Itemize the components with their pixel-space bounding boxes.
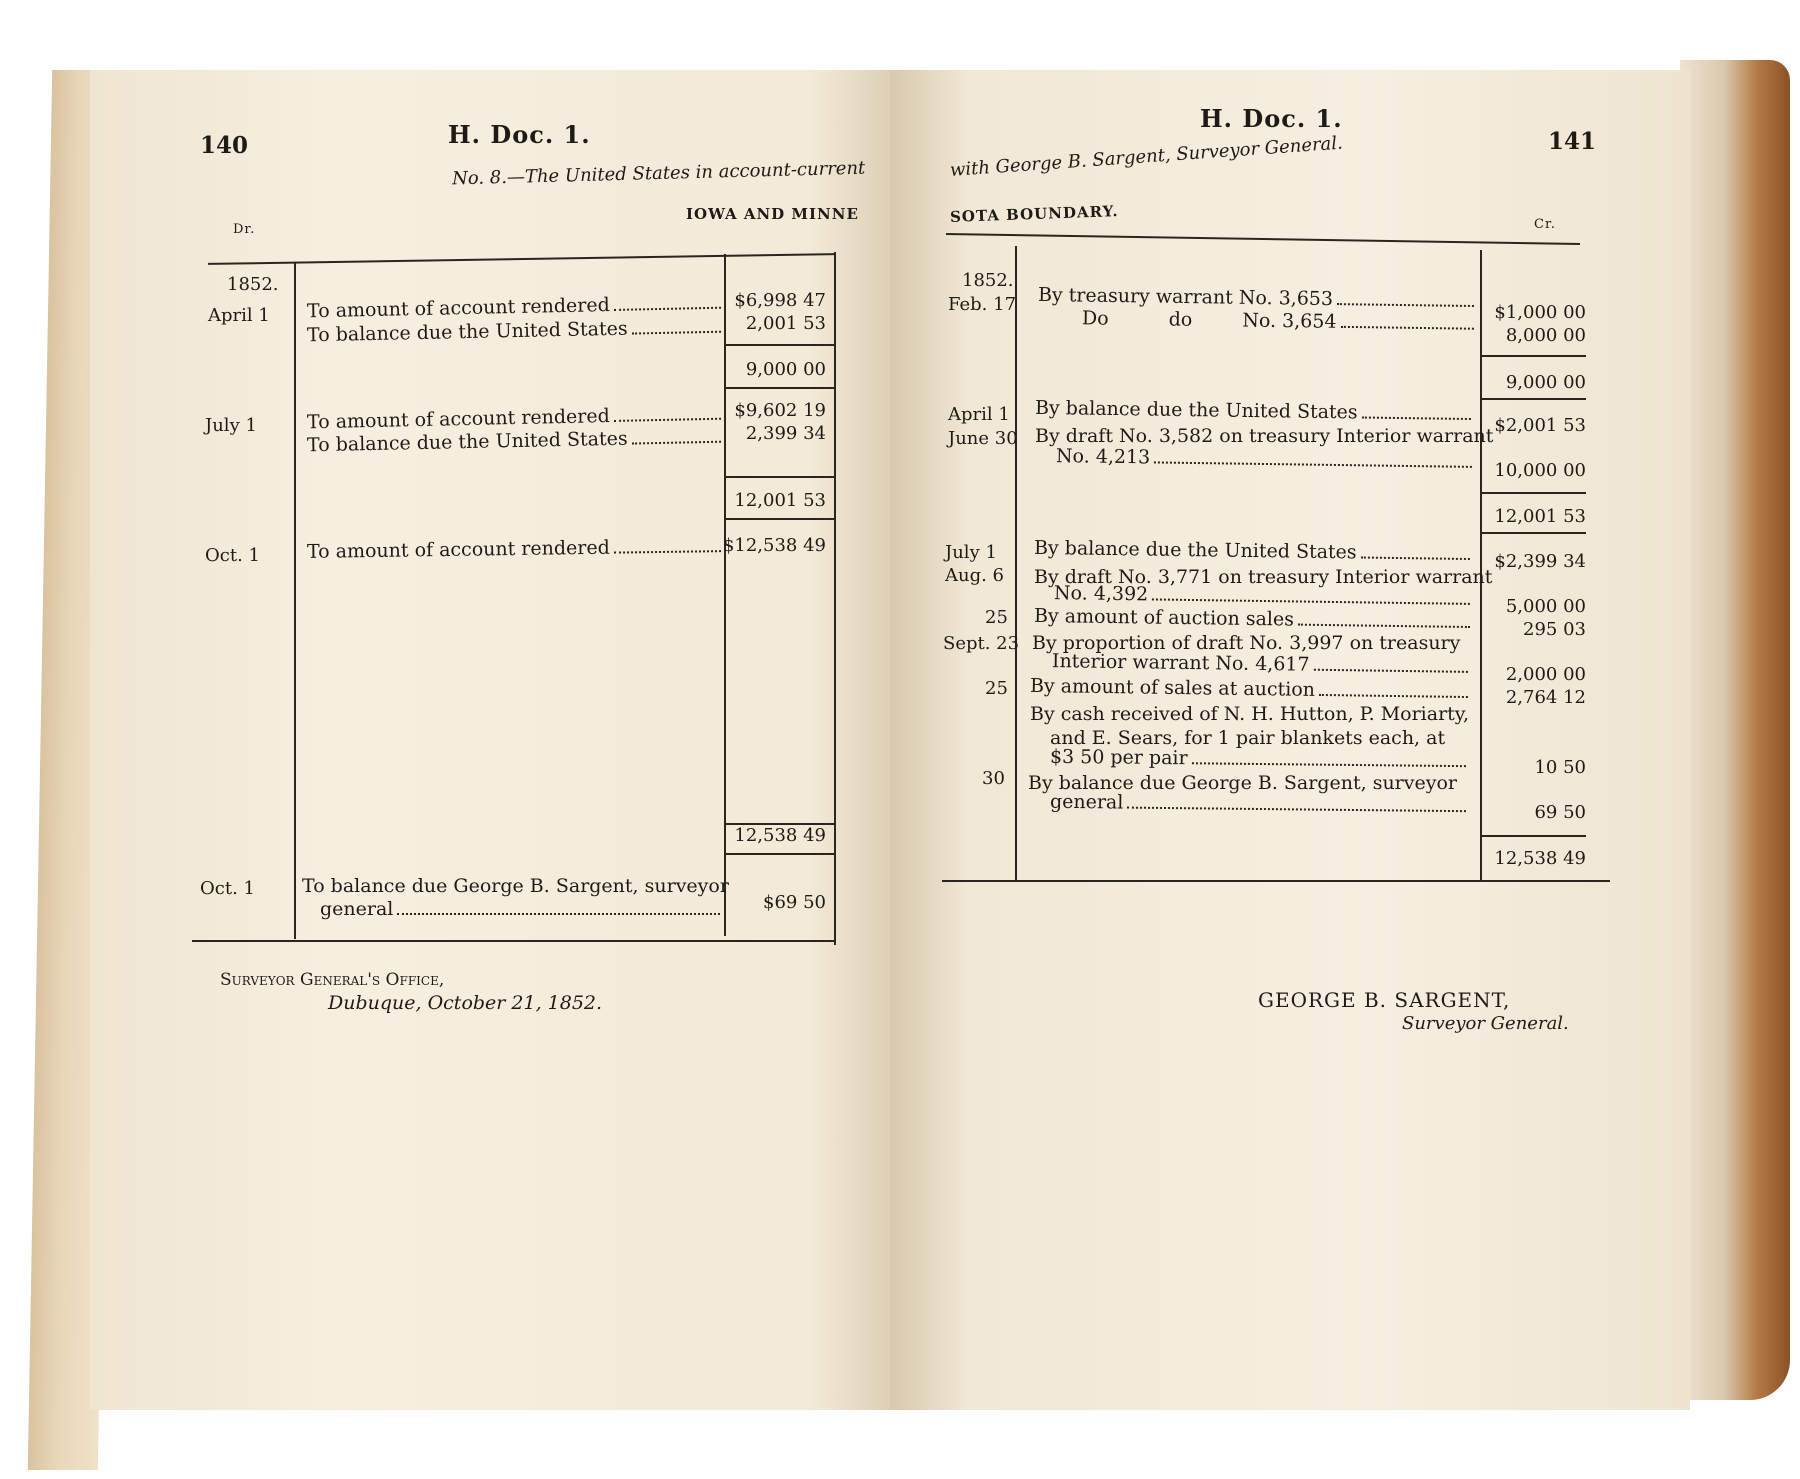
right-entry-line: By balance due the United States — [1035, 397, 1475, 425]
right-entry-line: Interior warrant No. 4,617 — [1052, 650, 1472, 678]
left-entry-line: To balance due the United States — [307, 316, 725, 347]
right-entry-line: By proportion of draft No. 3,997 on treasury — [1032, 632, 1461, 654]
right-year: 1852. — [962, 270, 1014, 291]
left-total: 12,001 53 — [734, 490, 826, 511]
right-page-number: 141 — [1548, 128, 1597, 155]
right-entry-date: 25 — [985, 678, 1008, 699]
left-entry-line: To amount of account rendered — [307, 403, 725, 434]
right-title-line: with George B. Sargent, Surveyor General. — [949, 132, 1344, 181]
right-total: 12,001 53 — [1494, 506, 1586, 527]
right-entry-line: By balance due the United States — [1034, 537, 1474, 565]
right-amount: $2,001 53 — [1494, 415, 1586, 436]
right-entry-line: By draft No. 3,582 on treasury Interior warrant — [1035, 425, 1494, 447]
right-amount: 295 03 — [1523, 619, 1586, 640]
right-entry-date: June 30 — [948, 428, 1018, 449]
left-page — [90, 70, 890, 1410]
right-entry-line: By draft No. 3,771 on treasury Interior warrant — [1034, 566, 1493, 588]
signature-name: GEORGE B. SARGENT, — [1258, 988, 1511, 1012]
right-entry-date: April 1 — [948, 404, 1010, 425]
left-final-date: Oct. 1 — [200, 878, 255, 899]
right-total: 9,000 00 — [1505, 372, 1586, 393]
left-entry-date: April 1 — [208, 305, 270, 326]
right-amount: 5,000 00 — [1505, 596, 1586, 617]
right-amount: 2,764 12 — [1505, 687, 1586, 708]
left-year: 1852. — [227, 274, 279, 295]
left-entry-line: To amount of account rendered — [307, 292, 725, 323]
right-page-header: H. Doc. 1. — [1200, 104, 1343, 133]
right-entry-date: 25 — [985, 607, 1008, 628]
right-amount: 69 50 — [1534, 802, 1586, 823]
left-amount: 2,399 34 — [745, 423, 826, 444]
left-title-line: No. 8.—The United States in account-current — [451, 157, 866, 190]
left-final-line: To balance due George B. Sargent, surveyor — [302, 875, 729, 897]
right-entry-line: $3 50 per pair — [1050, 746, 1470, 772]
office-line: Surveyor General's Office, — [220, 970, 445, 990]
dr-label: Dr. — [233, 222, 256, 237]
left-amount: $9,602 19 — [734, 400, 826, 421]
right-subtitle: SOTA BOUNDARY. — [949, 202, 1119, 226]
signature-title: Surveyor General. — [1402, 1013, 1569, 1034]
right-total: 12,538 49 — [1494, 848, 1586, 869]
book-spine — [1680, 60, 1790, 1400]
right-entry-date: Feb. 17 — [948, 294, 1017, 315]
right-entry-line: By balance due George B. Sargent, surveyor — [1028, 772, 1457, 794]
right-entry-line: general — [1050, 791, 1470, 817]
right-amount: 8,000 00 — [1505, 325, 1586, 346]
left-subtitle: IOWA AND MINNE — [686, 205, 859, 223]
left-entry-line: To amount of account rendered — [307, 535, 725, 563]
left-entry-date: July 1 — [205, 415, 257, 436]
right-entry-date: 30 — [982, 768, 1005, 789]
right-entry-line: By amount of auction sales — [1034, 605, 1474, 633]
right-entry-line: No. 4,392 — [1054, 582, 1474, 610]
right-amount: 10,000 00 — [1494, 460, 1586, 481]
right-entry-date: July 1 — [945, 542, 997, 563]
left-amount: 2,001 53 — [745, 313, 826, 334]
left-final-line: general — [320, 898, 724, 920]
right-entry-line: and E. Sears, for 1 pair blankets each, at — [1050, 727, 1446, 749]
right-entry-line: No. 4,213 — [1056, 445, 1476, 473]
right-entry-line: Do do No. 3,654 — [1082, 307, 1478, 335]
right-entry-date: Aug. 6 — [945, 565, 1005, 586]
cr-label: Cr. — [1534, 217, 1556, 232]
place-date: Dubuque, October 21, 1852. — [328, 992, 603, 1014]
right-amount: 10 50 — [1534, 757, 1586, 778]
left-amount: $6,998 47 — [734, 290, 826, 311]
left-final-amount: $69 50 — [763, 892, 826, 913]
left-total: 12,538 49 — [734, 825, 826, 846]
right-entry-line: By cash received of N. H. Hutton, P. Moriarty, — [1030, 703, 1470, 725]
left-entry-line: To balance due the United States — [307, 426, 725, 457]
right-amount: $2,399 34 — [1494, 551, 1586, 572]
left-total: 9,000 00 — [745, 359, 826, 380]
right-amount: $1,000 00 — [1494, 302, 1586, 323]
right-amount: 2,000 00 — [1505, 664, 1586, 685]
left-page-header: H. Doc. 1. — [448, 120, 591, 149]
right-entry-date: Sept. 23 — [943, 633, 1020, 654]
left-amount: $12,538 49 — [722, 535, 826, 556]
right-entry-line: By amount of sales at auction — [1030, 675, 1472, 703]
left-page-number: 140 — [200, 132, 249, 159]
left-entry-date: Oct. 1 — [205, 545, 260, 566]
right-entry-line: By treasury warrant No. 3,653 — [1038, 284, 1478, 312]
